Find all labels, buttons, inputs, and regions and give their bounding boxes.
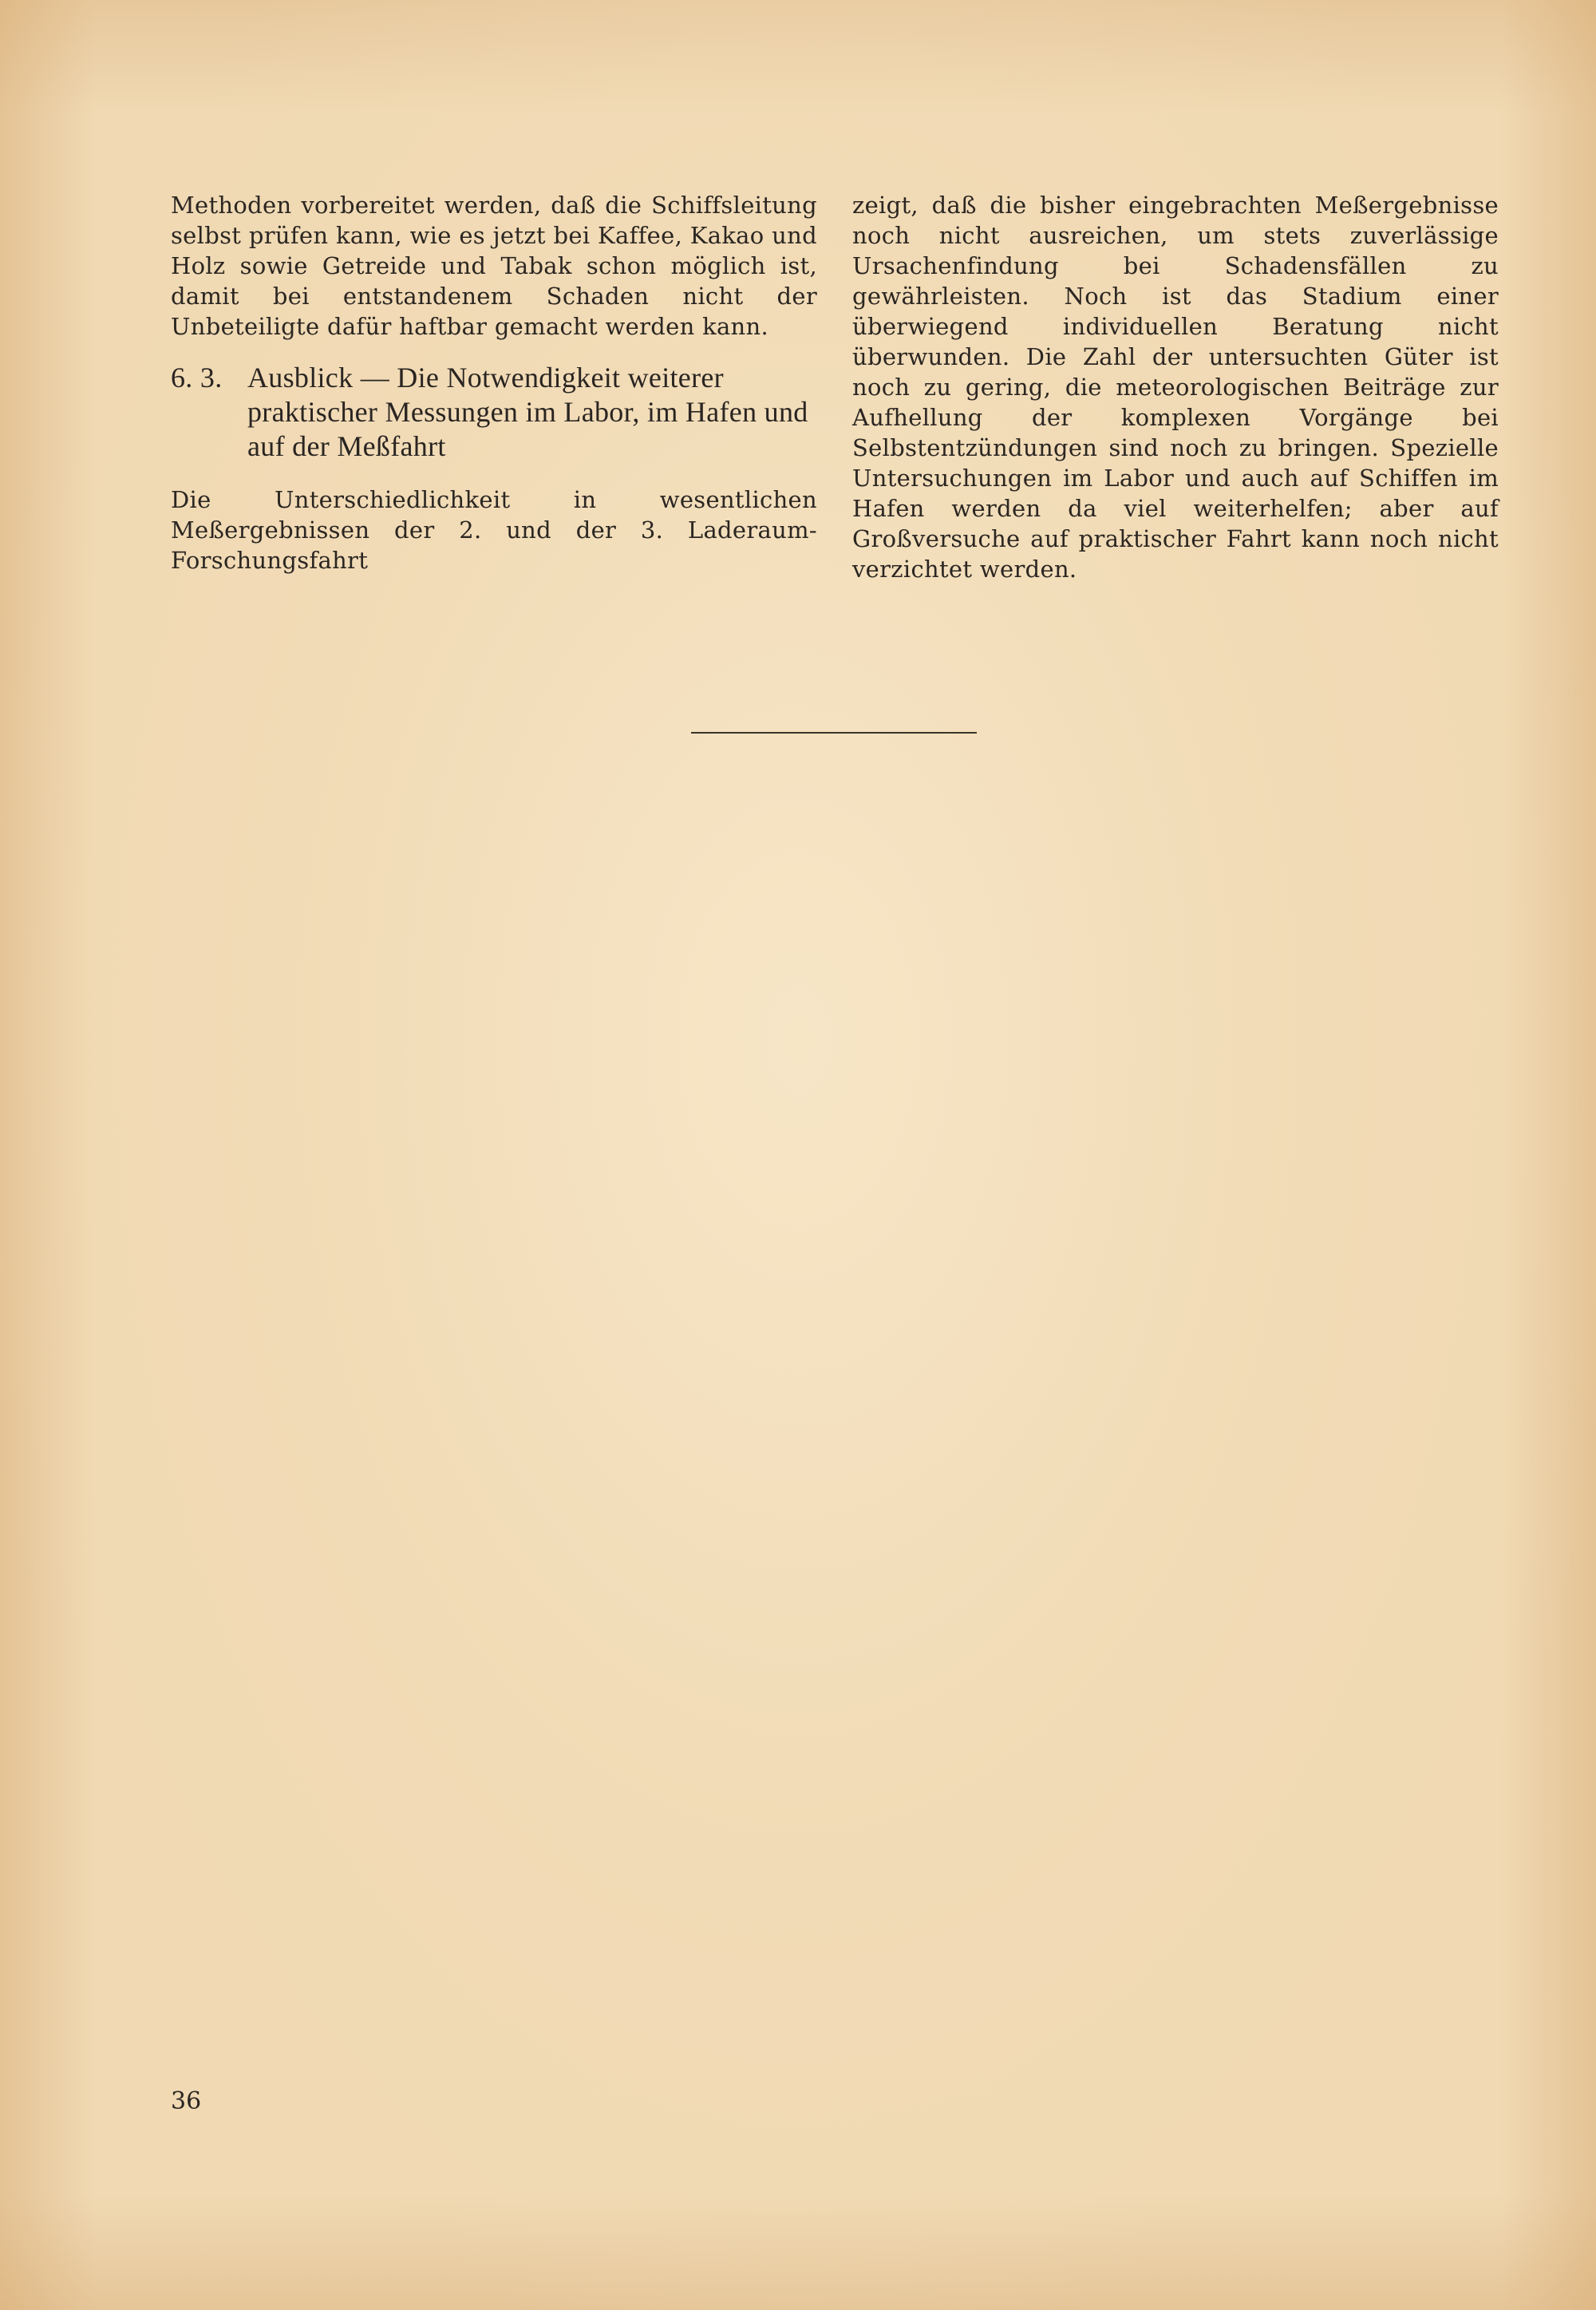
- right-paragraph-1: zeigt, daß die bisher eingebrachten Meßergebnisse noch nicht ausreichen, um stets zuverlässige Ursachenfindung bei Schadensfällen zu gewährleisten. Noch ist das Stadium einer überwiegend individuellen Beratung nicht überwunden. Die Zahl der untersuchten Güter ist noch zu gering, die meteorologischen Beiträge zur Aufhellung der komplexen Vorgänge bei Selbstentzündungen sind noch zu bringen. Spezielle Untersuchungen im Labor und auch auf Schiffen im Hafen werden da viel weiterhelfen; aber auf Großversuche auf praktischer Fahrt kann noch nicht verzichtet werden.: [852, 192, 1499, 583]
- page-number: 36: [171, 2087, 202, 2115]
- section-heading: [171, 361, 817, 464]
- left-paragraph-2: Die Unterschiedlichkeit in wesentlichen Meßergebnissen der 2. und der 3. Laderaum-Forschungsfahrt: [171, 486, 817, 574]
- left-column: [171, 190, 817, 576]
- section-title: Ausblick — Die Notwendigkeit weiterer praktischer Messungen im Labor, im Hafen und auf der Meßfahrt: [247, 362, 808, 462]
- right-column: [852, 190, 1499, 584]
- section-number: 6. 3.: [171, 362, 223, 394]
- left-paragraph-1: Methoden vorbereitet werden, daß die Schiffsleitung selbst prüfen kann, wie es jetzt bei Kaffee, Kakao und Holz sowie Getreide und Tabak schon möglich ist, damit bei entstandenem Schaden nicht der Unbeteiligte dafür haftbar gemacht werden kann.: [171, 192, 817, 340]
- end-rule-divider: [691, 732, 977, 734]
